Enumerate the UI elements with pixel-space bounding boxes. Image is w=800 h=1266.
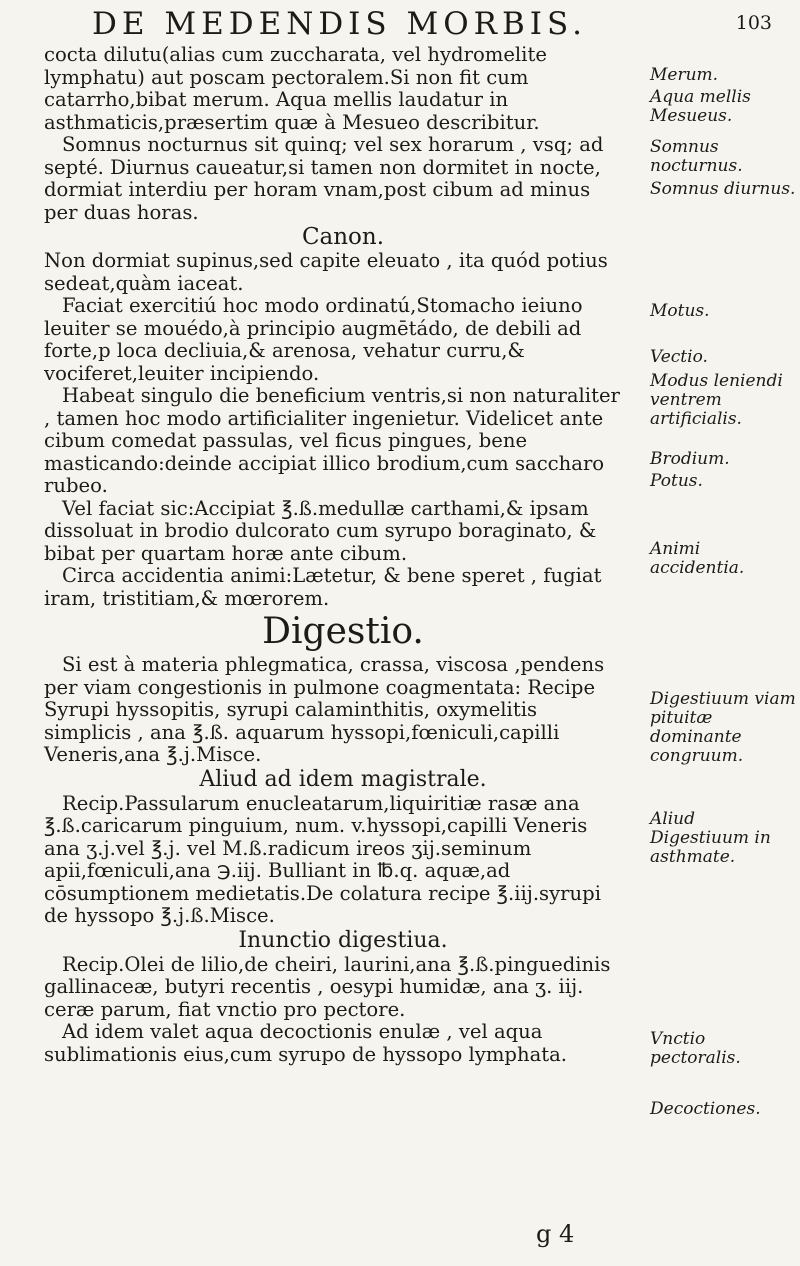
paragraph: Si est à materia phlegmatica, crassa, viscosa ,pendens per viam congestionis in pulmone coagmentata: Recipe Syrupi hyssopitis, syrupi calaminthitis, oxymelitis simplicis , ana ℥.ß. aquarum hyssopi,fœniculi,capilli Veneris,ana ℥.j.Misce. — [44, 653, 605, 766]
margin-note: Animi accidentia. — [650, 539, 745, 578]
margin-note: Somnus diurnus. — [650, 179, 796, 199]
margin-note: Vectio. — [650, 347, 708, 367]
page-header — [92, 4, 772, 44]
margin-note: Decoctiones. — [650, 1099, 761, 1119]
margin-note: Aqua mellis Mesueus. — [650, 87, 751, 126]
margin-note: Motus. — [650, 301, 710, 321]
margin-note: Modus leniendi ventrem artificialis. — [650, 371, 783, 429]
section-heading-digestio: Digestio. — [262, 611, 424, 652]
section-heading-aliud: Aliud ad idem magistrale. — [199, 766, 487, 792]
margin-note: Merum. — [650, 65, 719, 85]
margin-note: Brodium. — [650, 449, 730, 469]
section-heading-canon: Canon. — [301, 224, 385, 250]
main-text — [44, 44, 624, 1066]
paragraph: Faciat exercitiú hoc modo ordinatú,Stomacho ieiuno leuiter se mouédo,à principio augmētádo, de debili ad forte,p loca decliuia,& arenosa, vehatur curru,& vociferet,leuiter incipiendo. — [44, 294, 583, 385]
paragraph: Circa accidentia animi:Lætetur, & bene speret , fugiat iram, tristitiam,& mœrorem. — [44, 564, 602, 610]
margin-note: Digestiuum viam pituitæ dominante congruum. — [650, 689, 796, 766]
paragraph: Non dormiat supinus,sed capite eleuato , ita quód potius sedeat,quàm iaceat. — [44, 249, 608, 295]
paragraph: Somnus nocturnus sit quinq; vel sex horarum , vsq; ad septé. Diurnus caueatur,si tamen non dormitet in nocte, dormiat interdiu per horam vnam,post cibum ad minus per duas horas. — [44, 133, 604, 224]
page-number: 103 — [735, 12, 772, 34]
paragraph: Recip.Passularum enucleatarum,liquiritiæ rasæ ana ℥.ß.caricarum pinguium, num. v.hyssopi,capilli Veneris ana ʒ.j.vel ℥.j. vel M.ß.radicum ireos ʒij.seminum apii,fœniculi,ana ℈.iij. Bulliant in ℔.q. aquæ,ad cōsumptionem medietatis.De colatura recipe ℥.iij.syrupi de hyssopo ℥.j.ß.Misce. — [44, 791, 601, 927]
margin-note: Vnctio pectoralis. — [650, 1029, 741, 1068]
paragraph: Habeat singulo die beneficium ventris,si non naturaliter , tamen hoc modo artificialiter ingenietur. Videlicet ante cibum comedat passulas, vel ficus pingues, bene masticando:deinde accipiat illico brodium,cum saccharo rubeo. — [44, 384, 620, 497]
margin-note: Potus. — [650, 471, 703, 491]
paragraph: Ad idem valet aqua decoctionis enulæ , vel aqua sublimationis eius,cum syrupo de hyssopo lymphata. — [44, 1020, 568, 1066]
paragraph: Vel faciat sic:Accipiat ℥.ß.medullæ carthami,& ipsam dissoluat in brodio dulcorato cum syrupo boraginato, & bibat per quartam horæ ante cibum. — [44, 496, 597, 565]
paragraph: cocta dilutu(alias cum zuccharata, vel hydromelite lymphatu) aut poscam pectoralem.Si non fit cum catarrho,bibat merum. Aqua mellis laudatur in asthmaticis,præsertim quæ à Mesueo describitur. — [44, 43, 547, 134]
signature-mark: g 4 — [536, 1220, 575, 1248]
running-head: DE MEDENDIS MORBIS. — [92, 6, 588, 42]
paragraph: Recip.Olei de lilio,de cheiri, laurini,ana ℥.ß.pinguedinis gallinaceæ, butyri recentis , oesypi humidæ, ana ʒ. iij. ceræ parum, fiat vnctio pro pectore. — [44, 952, 611, 1021]
margin-note: Somnus nocturnus. — [650, 137, 743, 176]
margin-note: Aliud Digestiuum in asthmate. — [650, 809, 771, 867]
section-heading-inunctio: Inunctio digestiua. — [238, 927, 448, 953]
